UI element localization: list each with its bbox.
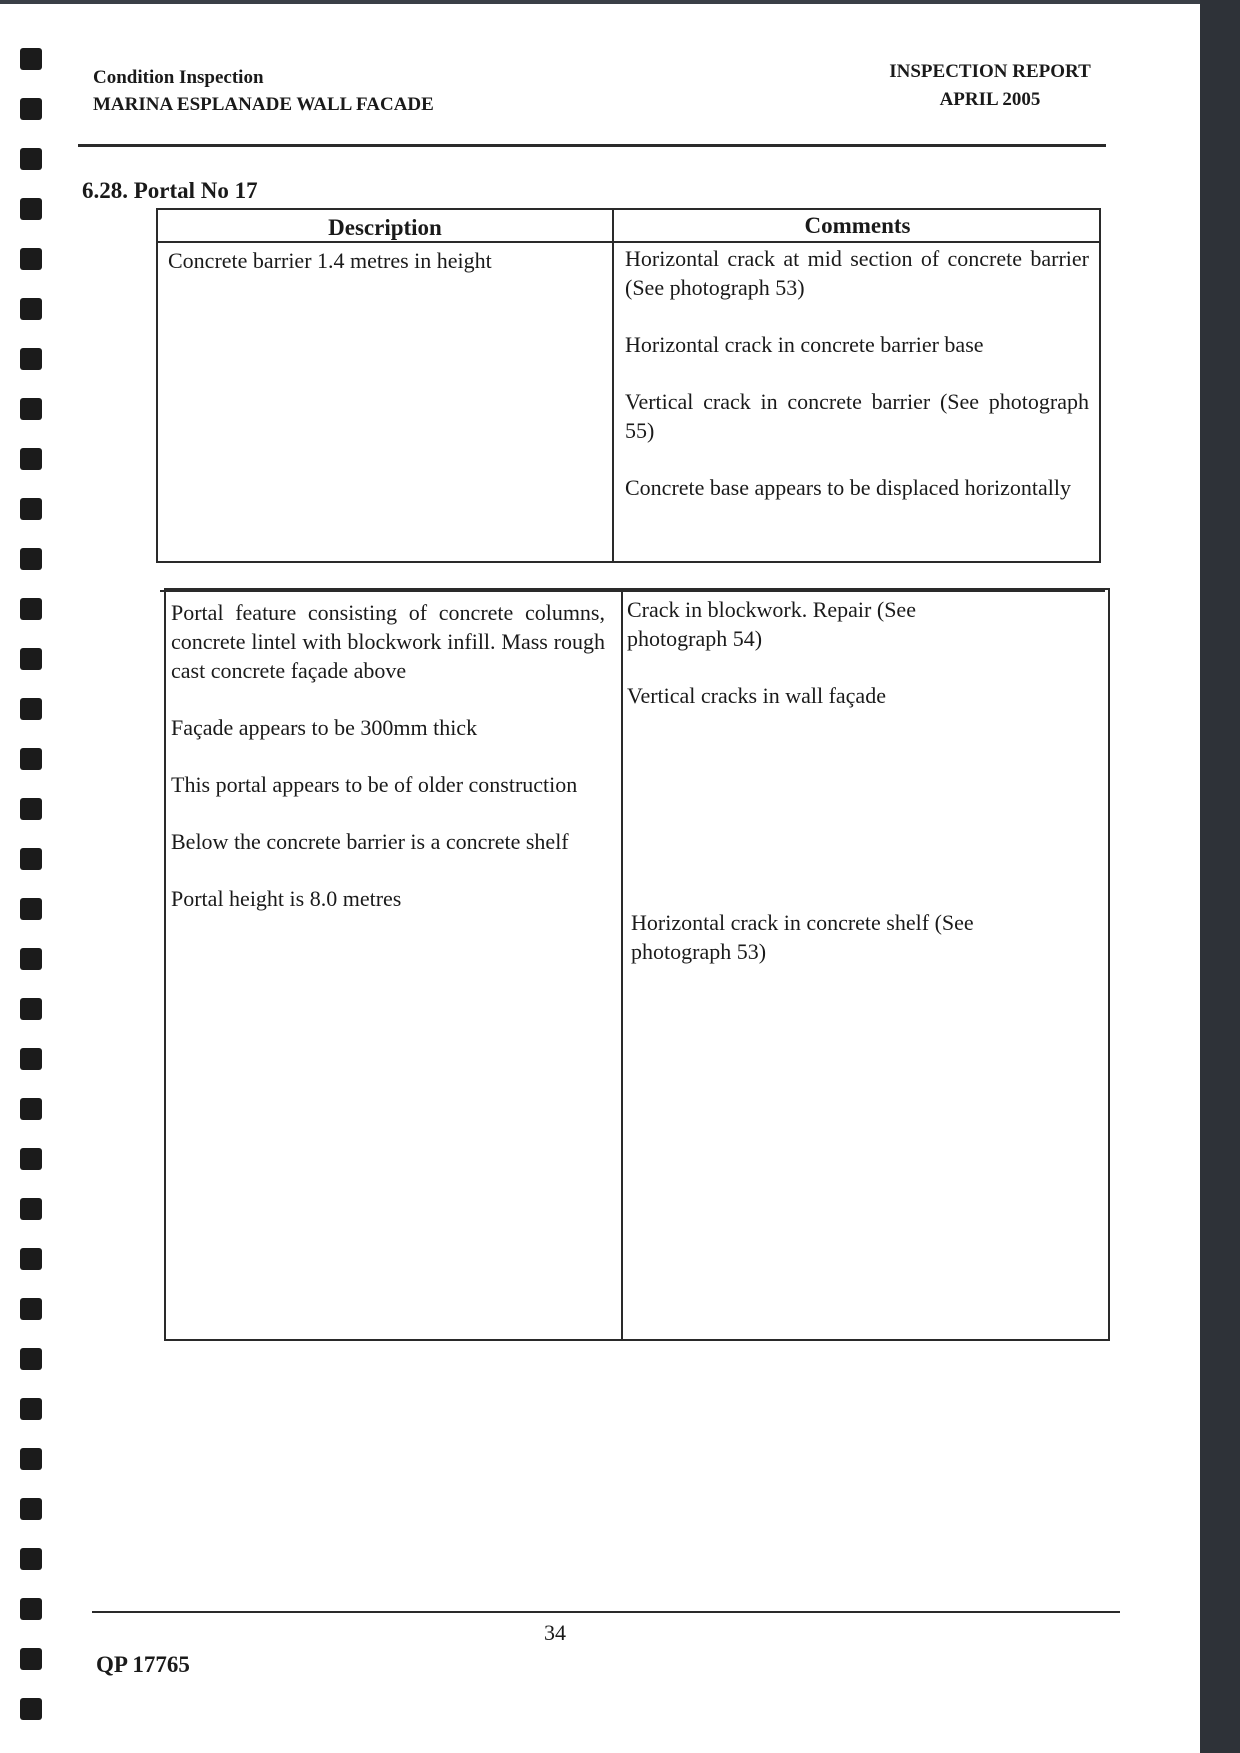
binding-hole [20, 798, 42, 820]
binding-hole [20, 1698, 42, 1720]
binding-hole [20, 848, 42, 870]
row1-comments-cell [625, 244, 1089, 502]
binding-hole [20, 1048, 42, 1070]
binding-hole [20, 998, 42, 1020]
binding-hole [20, 1498, 42, 1520]
report-date: APRIL 2005 [939, 89, 1041, 110]
binding-hole [20, 1548, 42, 1570]
binding-hole [20, 598, 42, 620]
row1-description-text: Concrete barrier 1.4 metres in height [168, 248, 492, 273]
row2-comment-3: Horizontal crack in concrete shelf (See photograph 53) [631, 910, 974, 964]
binding-hole [20, 398, 42, 420]
row1-description-cell [168, 246, 598, 275]
section-title: 6.28. Portal No 17 [82, 178, 258, 203]
comments-header: Comments [804, 213, 911, 238]
binding-holes [20, 48, 44, 1728]
binding-hole [20, 298, 42, 320]
row2-description-4: Below the concrete barrier is a concrete shelf [171, 829, 569, 854]
table-column-divider [612, 208, 614, 563]
row2-description-3: This portal appears to be of older construction [171, 772, 578, 797]
table-row-divider [160, 590, 1105, 592]
binding-hole [20, 898, 42, 920]
row1-comment-1: Horizontal crack at mid section of concrete barrier (See photograph 53) [625, 246, 1089, 300]
scan-top-edge [0, 0, 1240, 4]
row2-comments-lower [631, 908, 1011, 966]
binding-hole [20, 748, 42, 770]
binding-hole [20, 98, 42, 120]
binding-hole [20, 448, 42, 470]
row1-comment-3: Vertical crack in concrete barrier (See photograph 55) [625, 389, 1089, 443]
binding-hole [20, 48, 42, 70]
binding-hole [20, 698, 42, 720]
header-divider [78, 144, 1106, 147]
scan-right-edge [1200, 0, 1240, 1753]
binding-hole [20, 1248, 42, 1270]
table-header-divider [156, 241, 1101, 243]
page-number: 34 [544, 1620, 566, 1645]
binding-hole [20, 1398, 42, 1420]
description-header: Description [328, 215, 442, 240]
header-project-title: MARINA ESPLANADE WALL FACADE [93, 94, 434, 115]
row2-comment-2: Vertical cracks in wall façade [627, 683, 886, 708]
row2-comments-cell [627, 595, 1091, 710]
binding-hole [20, 1198, 42, 1220]
row2-comment-1: Crack in blockwork. Repair (See photograph 54) [627, 597, 916, 651]
binding-hole [20, 1098, 42, 1120]
row2-description-cell [171, 598, 605, 913]
row2-description-1: Portal feature consisting of concrete columns, concrete lintel with blockwork infill. Mass rough cast concrete façade above [171, 600, 605, 683]
binding-hole [20, 1598, 42, 1620]
binding-hole [20, 548, 42, 570]
row2-description-5: Portal height is 8.0 metres [171, 886, 402, 911]
binding-hole [20, 1148, 42, 1170]
binding-hole [20, 148, 42, 170]
binding-hole [20, 198, 42, 220]
header-right [860, 58, 1120, 114]
binding-hole [20, 1648, 42, 1670]
binding-hole [20, 498, 42, 520]
document-code: QP 17765 [96, 1652, 190, 1677]
binding-hole [20, 1348, 42, 1370]
footer-divider [92, 1611, 1120, 1613]
binding-hole [20, 248, 42, 270]
binding-hole [20, 948, 42, 970]
binding-hole [20, 648, 42, 670]
report-type: INSPECTION REPORT [889, 61, 1091, 82]
row1-comment-2: Horizontal crack in concrete barrier base [625, 332, 984, 357]
binding-hole [20, 1448, 42, 1470]
binding-hole [20, 1298, 42, 1320]
row2-description-2: Façade appears to be 300mm thick [171, 715, 478, 740]
binding-hole [20, 348, 42, 370]
header-left [93, 64, 434, 118]
row1-comment-4: Concrete base appears to be displaced horizontally [625, 475, 1071, 500]
header-subtitle: Condition Inspection [93, 67, 264, 88]
table-column-divider [621, 588, 623, 1341]
